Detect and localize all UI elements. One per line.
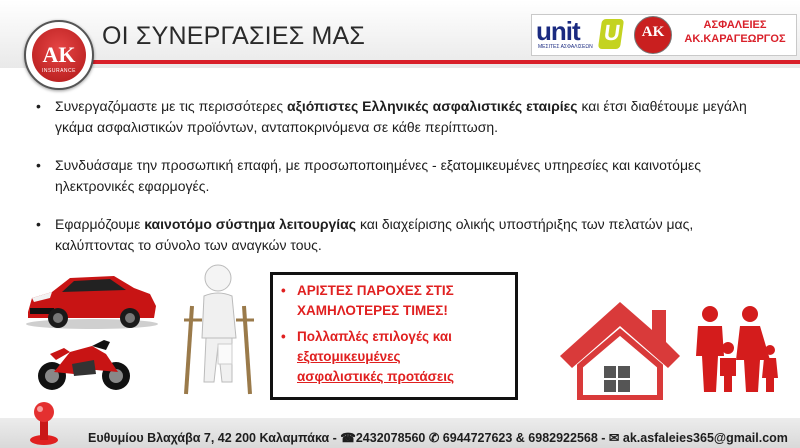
logo-monogram: AK — [42, 42, 76, 67]
partner-brand-box — [531, 14, 797, 56]
brand-monogram: AK — [641, 24, 665, 40]
page-title: ΟΙ ΣΥΝΕΡΓΑΣΙΕΣ ΜΑΣ — [102, 22, 366, 50]
unit-badge-letter: U — [602, 20, 622, 45]
promo-box — [270, 272, 518, 400]
unit-logo-badge — [598, 19, 624, 49]
family-icon — [684, 304, 780, 394]
brand-name-line1: ΑΣΦΑΛΕΙΕΣ — [703, 19, 767, 31]
unit-logo-word: unit — [536, 16, 580, 46]
brand-logo-circle — [634, 16, 672, 54]
promo-text: Πολλαπλές επιλογές και εξατομικευμένες ασφαλιστικές προτάσεις — [297, 329, 455, 384]
car-icon — [22, 268, 160, 330]
bullet-dot: • — [36, 98, 41, 114]
injured-person-icon — [178, 262, 260, 400]
promo-text: ΑΡΙΣΤΕΣ ΠΑΡΟΧΕΣ ΣΤΙΣ ΧΑΜΗΛΟΤΕΡΕΣ ΤΙΜΕΣ! — [297, 283, 454, 318]
brand-name-line2: ΑΚ.ΚΑΡΑΓΕΩΡΓΟΣ — [684, 33, 786, 45]
footer-contact-info: Ευθυμίου Βλαχάβα 7, 42 200 Καλαμπάκα - ☎2432078560 ✆ 6944727623 & 6982922568 - ✉ ak.asfaleies365@gmail.com — [88, 431, 788, 445]
logo-tag: INSURANCE — [42, 68, 76, 74]
company-logo — [24, 20, 94, 90]
unit-logo-subtitle: ΜΕΣΙΤΕΣ ΑΣΦΑΛΙΣΕΩΝ — [538, 44, 593, 50]
bullet-dot: • — [36, 157, 41, 173]
header-red-line — [86, 60, 800, 64]
bullet-text: Συνεργαζόμαστε με τις περισσότερες αξιόπιστες Ελληνικές ασφαλιστικές εταιρίες και έτσι διαθέτουμε μεγάλη γκάμα ασφαλιστικών προϊόντων, ανταποκρινόμενα σε κάθε περίπτωση. — [55, 98, 747, 135]
pushpin-icon — [22, 400, 66, 446]
bullet-dot: • — [36, 216, 41, 232]
promo-bullet: • — [281, 329, 286, 344]
bullet-text: Εφαρμόζουμε καινοτόμο σύστημα λειτουργίας και διαχείρισης ολικής υποστήριξης των πελατών μας, καλύπτοντας το σύνολο των αναγκών τους. — [55, 216, 694, 253]
motorcycle-icon — [34, 334, 134, 392]
bullet-text: Συνδυάσαμε την προσωπική επαφή, με προσωποποιημένες - εξατομικευμένες υπηρεσίες και καινοτόμες ηλεκτρονικές εφαρμογές. — [55, 157, 702, 194]
house-icon — [556, 300, 684, 400]
promo-bullet: • — [281, 283, 286, 298]
